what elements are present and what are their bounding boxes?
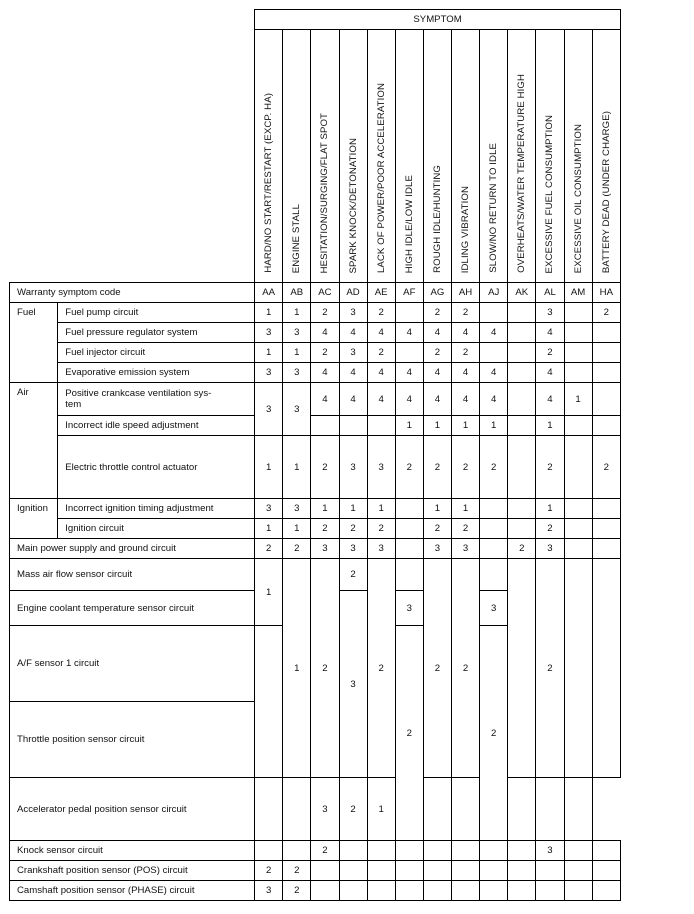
value-cell: 2: [311, 559, 339, 778]
value-cell: [423, 861, 451, 881]
value-cell: 2: [283, 539, 311, 559]
value-cell: 1: [423, 499, 451, 519]
symptom-name-am: EXCESSIVE OIL CONSUMPTION: [564, 30, 592, 283]
symptom-name-aj: SLOW/NO RETURN TO IDLE: [480, 30, 508, 283]
value-cell: 3: [311, 539, 339, 559]
value-cell: 4: [339, 323, 367, 343]
code-cell: HA: [592, 283, 620, 303]
value-cell: [508, 383, 536, 416]
value-cell: [592, 343, 620, 363]
table-row: [10, 841, 621, 861]
value-cell: [395, 499, 423, 519]
value-cell: [255, 778, 283, 841]
value-cell: 2: [339, 559, 367, 591]
value-cell: 3: [367, 539, 395, 559]
value-cell: 2: [536, 559, 564, 778]
value-cell: 1: [452, 499, 480, 519]
value-cell: 3: [339, 436, 367, 499]
value-cell: 3: [255, 881, 283, 901]
value-cell: 2: [339, 519, 367, 539]
value-cell: [452, 841, 480, 861]
value-cell: [480, 881, 508, 901]
value-cell: 1: [452, 416, 480, 436]
table-row: [10, 519, 621, 539]
value-cell: [564, 559, 592, 778]
value-cell: [480, 499, 508, 519]
value-cell: [367, 861, 395, 881]
value-cell: 1: [339, 499, 367, 519]
category-air: Air: [10, 383, 58, 499]
value-cell: 3: [480, 591, 508, 626]
code-cell: AM: [564, 283, 592, 303]
value-cell: [311, 881, 339, 901]
value-cell: 2: [592, 303, 620, 323]
value-cell: 1: [395, 416, 423, 436]
value-cell: [564, 436, 592, 499]
value-cell: 4: [311, 323, 339, 343]
row-label: Camshaft position sensor (PHASE) circuit: [10, 881, 255, 901]
row-label: Incorrect idle speed adjustment: [58, 416, 255, 436]
value-cell: [480, 343, 508, 363]
value-cell: 2: [367, 303, 395, 323]
value-cell: [339, 416, 367, 436]
value-cell: [339, 881, 367, 901]
symptom-table: [9, 9, 621, 901]
value-cell: 2: [311, 519, 339, 539]
value-cell: [508, 303, 536, 323]
value-cell: 2: [311, 841, 339, 861]
value-cell: [508, 559, 536, 778]
value-cell: 4: [536, 363, 564, 383]
value-cell: 4: [367, 383, 395, 416]
value-cell: 4: [395, 363, 423, 383]
symptom-name-ha: BATTERY DEAD (UNDER CHARGE): [592, 30, 620, 283]
symptom-name-al: EXCESSIVE FUEL CONSUMPTION: [536, 30, 564, 283]
table-row: [10, 343, 621, 363]
value-cell: [508, 519, 536, 539]
value-cell: 2: [536, 343, 564, 363]
symptom-header: SYMPTOM: [255, 10, 621, 30]
value-cell: 3: [339, 343, 367, 363]
value-cell: 1: [536, 499, 564, 519]
value-cell: 2: [423, 519, 451, 539]
value-cell: 2: [311, 343, 339, 363]
value-cell: 3: [283, 323, 311, 343]
value-cell: [339, 861, 367, 881]
value-cell: 2: [367, 559, 395, 778]
code-cell: AE: [367, 283, 395, 303]
value-cell: [536, 778, 564, 841]
value-cell: [564, 778, 592, 841]
code-cell: AA: [255, 283, 283, 303]
value-cell: 3: [255, 323, 283, 343]
value-cell: 1: [255, 519, 283, 539]
value-cell: [536, 861, 564, 881]
value-cell: [508, 416, 536, 436]
value-cell: [480, 559, 508, 591]
value-cell: 2: [452, 303, 480, 323]
value-cell: 3: [255, 383, 283, 436]
value-cell: [480, 861, 508, 881]
value-cell: 1: [255, 343, 283, 363]
value-cell: 2: [452, 343, 480, 363]
value-cell: 2: [536, 436, 564, 499]
table-row: [10, 383, 621, 416]
value-cell: 3: [283, 499, 311, 519]
category-ignition: Ignition: [10, 499, 58, 539]
row-label: Evaporative emission system: [58, 363, 255, 383]
value-cell: [480, 841, 508, 861]
value-cell: 3: [536, 303, 564, 323]
value-cell: [592, 861, 620, 881]
value-cell: [536, 881, 564, 901]
value-cell: 2: [283, 881, 311, 901]
value-cell: [564, 343, 592, 363]
row-label: Fuel pump circuit: [58, 303, 255, 323]
value-cell: [339, 841, 367, 861]
value-cell: 2: [480, 626, 508, 841]
value-cell: [564, 363, 592, 383]
value-cell: [367, 881, 395, 901]
value-cell: 2: [423, 303, 451, 323]
table-row: [10, 539, 621, 559]
value-cell: 3: [536, 539, 564, 559]
value-cell: [592, 559, 620, 778]
value-cell: [592, 539, 620, 559]
value-cell: 3: [255, 499, 283, 519]
value-cell: [508, 343, 536, 363]
value-cell: 4: [423, 383, 451, 416]
value-cell: 2: [311, 436, 339, 499]
value-cell: 3: [339, 303, 367, 323]
value-cell: [508, 436, 536, 499]
value-cell: [367, 416, 395, 436]
value-cell: [592, 519, 620, 539]
value-cell: 1: [283, 343, 311, 363]
code-cell: AH: [452, 283, 480, 303]
table-row: [10, 416, 621, 436]
value-cell: [395, 861, 423, 881]
value-cell: 2: [283, 861, 311, 881]
value-cell: [255, 841, 283, 861]
value-cell: 2: [367, 343, 395, 363]
code-cell: AG: [423, 283, 451, 303]
value-cell: [592, 841, 620, 861]
warranty-label: Warranty symptom code: [10, 283, 255, 303]
value-cell: 2: [395, 436, 423, 499]
value-cell: 3: [452, 539, 480, 559]
row-label-line-2: tem: [65, 399, 82, 410]
value-cell: 2: [423, 559, 451, 778]
table-row: [10, 323, 621, 343]
symptom-name-ac: HESITATION/SURGING/FLAT SPOT: [311, 30, 339, 283]
value-cell: [592, 881, 620, 901]
value-cell: 3: [367, 436, 395, 499]
row-label: Fuel injector circuit: [58, 343, 255, 363]
value-cell: 1: [255, 436, 283, 499]
row-label: Accelerator pedal position sensor circuit: [10, 778, 255, 841]
value-cell: [592, 323, 620, 343]
value-cell: 3: [423, 539, 451, 559]
value-cell: 2: [452, 559, 480, 778]
value-cell: 4: [452, 383, 480, 416]
value-cell: [452, 778, 480, 841]
value-cell: [564, 841, 592, 861]
value-cell: [508, 499, 536, 519]
value-cell: 2: [480, 436, 508, 499]
value-cell: [508, 881, 536, 901]
value-cell: 2: [508, 539, 536, 559]
code-cell: AL: [536, 283, 564, 303]
value-cell: [452, 881, 480, 901]
value-cell: [283, 778, 311, 841]
value-cell: [592, 383, 620, 416]
value-cell: [423, 841, 451, 861]
symptom-table-container: [9, 9, 621, 901]
value-cell: 2: [536, 519, 564, 539]
value-cell: [255, 626, 283, 778]
value-cell: 2: [367, 519, 395, 539]
category-fuel: Fuel: [10, 303, 58, 383]
value-cell: [592, 416, 620, 436]
value-cell: 3: [395, 591, 423, 626]
value-cell: [508, 841, 536, 861]
value-cell: [480, 539, 508, 559]
value-cell: 1: [283, 436, 311, 499]
row-label: Incorrect ignition timing adjustment: [58, 499, 255, 519]
value-cell: 3: [311, 778, 339, 841]
value-cell: 2: [395, 626, 423, 841]
value-cell: [367, 841, 395, 861]
value-cell: [480, 303, 508, 323]
value-cell: [508, 861, 536, 881]
value-cell: 2: [255, 861, 283, 881]
value-cell: [508, 778, 536, 841]
value-cell: 1: [480, 416, 508, 436]
symptom-name-ab: ENGINE STALL: [283, 30, 311, 283]
value-cell: [395, 343, 423, 363]
row-label: Throttle position sensor circuit: [10, 702, 255, 778]
value-cell: [564, 519, 592, 539]
value-cell: 4: [452, 363, 480, 383]
value-cell: [283, 841, 311, 861]
code-cell: AF: [395, 283, 423, 303]
value-cell: 4: [480, 363, 508, 383]
value-cell: 1: [367, 499, 395, 519]
value-cell: 3: [339, 591, 367, 778]
value-cell: 1: [255, 559, 283, 626]
value-cell: 4: [423, 363, 451, 383]
value-cell: 1: [283, 303, 311, 323]
value-cell: [564, 416, 592, 436]
value-cell: [395, 881, 423, 901]
symptom-name-aa: HARD/NO START/RESTART (EXCP. HA): [255, 30, 283, 283]
value-cell: 2: [255, 539, 283, 559]
value-cell: [508, 363, 536, 383]
row-label: [58, 383, 255, 416]
code-cell: AD: [339, 283, 367, 303]
value-cell: [564, 323, 592, 343]
symptom-name-ah: IDLING VIBRATION: [452, 30, 480, 283]
value-cell: 3: [339, 539, 367, 559]
value-cell: 1: [283, 519, 311, 539]
value-cell: [395, 303, 423, 323]
value-cell: 2: [423, 343, 451, 363]
symptom-name-ae: LACK OF POWER/POOR ACCELERATION: [367, 30, 395, 283]
table-row: [10, 778, 621, 841]
value-cell: [452, 861, 480, 881]
value-cell: [311, 416, 339, 436]
value-cell: 3: [283, 383, 311, 436]
value-cell: 2: [452, 519, 480, 539]
value-cell: 2: [592, 436, 620, 499]
value-cell: [423, 881, 451, 901]
code-cell: AB: [283, 283, 311, 303]
value-cell: 4: [367, 323, 395, 343]
table-row: [10, 499, 621, 519]
value-cell: 4: [423, 323, 451, 343]
value-cell: 1: [283, 559, 311, 778]
table-row: [10, 436, 621, 499]
value-cell: 4: [339, 383, 367, 416]
value-cell: [395, 841, 423, 861]
row-label: Fuel pressure regulator system: [58, 323, 255, 343]
value-cell: 2: [339, 778, 367, 841]
value-cell: [395, 539, 423, 559]
row-label-line-1: Positive crankcase ventilation sys-: [65, 388, 212, 399]
symptom-name-ad: SPARK KNOCK/DETONATION: [339, 30, 367, 283]
value-cell: 3: [536, 841, 564, 861]
value-cell: [564, 539, 592, 559]
value-cell: [564, 303, 592, 323]
value-cell: 1: [564, 383, 592, 416]
row-label: Crankshaft position sensor (POS) circuit: [10, 861, 255, 881]
value-cell: [592, 499, 620, 519]
value-cell: 4: [311, 383, 339, 416]
row-label: Knock sensor circuit: [10, 841, 255, 861]
value-cell: 2: [423, 436, 451, 499]
corner-blank: [10, 10, 255, 283]
value-cell: 4: [480, 323, 508, 343]
row-label: Main power supply and ground circuit: [10, 539, 255, 559]
value-cell: 1: [536, 416, 564, 436]
row-label: A/F sensor 1 circuit: [10, 626, 255, 702]
value-cell: 4: [367, 363, 395, 383]
value-cell: [480, 519, 508, 539]
value-cell: 3: [255, 363, 283, 383]
value-cell: 4: [395, 383, 423, 416]
value-cell: 1: [367, 778, 395, 841]
value-cell: [395, 519, 423, 539]
table-row: [10, 559, 621, 591]
value-cell: [564, 881, 592, 901]
code-cell: AK: [508, 283, 536, 303]
value-cell: [311, 861, 339, 881]
value-cell: 1: [311, 499, 339, 519]
value-cell: 2: [452, 436, 480, 499]
value-cell: [564, 499, 592, 519]
row-label: Mass air flow sensor circuit: [10, 559, 255, 591]
value-cell: 4: [311, 363, 339, 383]
value-cell: 4: [339, 363, 367, 383]
value-cell: 4: [536, 323, 564, 343]
row-label: Ignition circuit: [58, 519, 255, 539]
value-cell: [564, 861, 592, 881]
symptom-name-ag: ROUGH IDLE/HUNTING: [423, 30, 451, 283]
symptom-name-ak: OVERHEATS/WATER TEMPERATURE HIGH: [508, 30, 536, 283]
table-row: [10, 881, 621, 901]
value-cell: [592, 363, 620, 383]
value-cell: 1: [423, 416, 451, 436]
code-cell: AC: [311, 283, 339, 303]
code-cell: AJ: [480, 283, 508, 303]
table-row: [10, 303, 621, 323]
row-label: Electric throttle control actuator: [58, 436, 255, 499]
table-row: [10, 363, 621, 383]
warranty-code-row: [10, 283, 621, 303]
value-cell: 4: [480, 383, 508, 416]
value-cell: 4: [452, 323, 480, 343]
value-cell: [423, 778, 451, 841]
value-cell: [508, 323, 536, 343]
row-label: Engine coolant temperature sensor circuit: [10, 591, 255, 626]
value-cell: 2: [311, 303, 339, 323]
table-row: [10, 861, 621, 881]
symptom-name-af: HIGH IDLE/LOW IDLE: [395, 30, 423, 283]
value-cell: 1: [255, 303, 283, 323]
value-cell: 3: [283, 363, 311, 383]
value-cell: [395, 559, 423, 591]
value-cell: 4: [536, 383, 564, 416]
value-cell: 4: [395, 323, 423, 343]
